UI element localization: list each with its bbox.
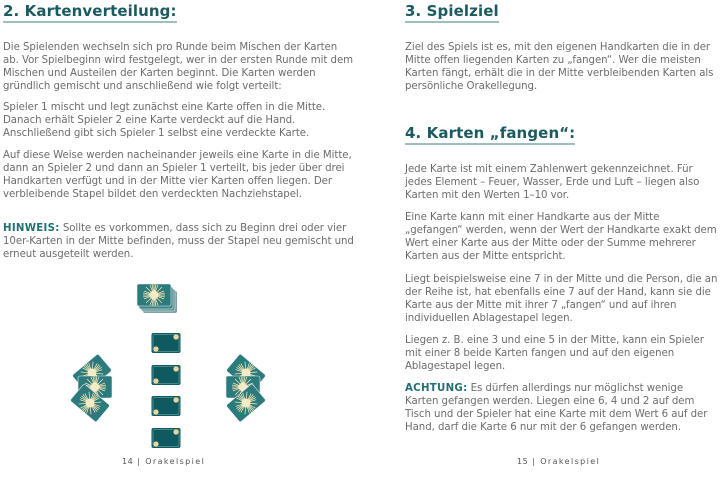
section-heading-karten-fangen: 4. Karten „fangen“:	[405, 125, 575, 145]
note-label: ACHTUNG:	[405, 383, 468, 394]
paragraph: Spieler 1 mischt und legt zunächst eine Karte offen in die Mitte. Danach erhält Spieler 2 eine Karte verdeckt auf die Hand. Anschließend gibt sich Spieler 1 selbst eine verdeckte Karte.	[3, 102, 326, 140]
footer-title: Orakelspiel	[540, 457, 601, 466]
note-text: Es dürfen allerdings nur möglichst wenige Karten gefangen werden. Liegen eine 6, 4 und 2 auf dem Tisch und der Spieler hat eine Karte mit dem Wert 6 auf der Hand, darf die Karte 6 nur mit der 6 gefangen werden.	[405, 383, 708, 434]
note-paragraph	[405, 382, 718, 434]
paragraph: Die Spielenden wechseln sich pro Runde beim Mischen der Karten ab. Vor Spielbeginn wird festgelegt, wer in der ersten Runde mit dem Mischen und Austeilen der Karten beginnt. Die Karten werden gründlich gemischt und anschließend wie folgt verteilt:	[3, 42, 354, 93]
right-page	[360, 0, 720, 495]
note-text: Sollte es vorkommen, dass sich zu Beginn drei oder vier 10er-Karten in der Mitte befinden, muss der Stapel neu gemischt und erneut ausgeteilt werden.	[3, 223, 354, 261]
paragraph: Ziel des Spiels ist es, mit den eigenen Handkarten die in der Mitte offen liegenden Karten zu „fangen“. Wer die meisten Karten fängt, erhält die in der Mitte verbleibenden Karten als persönliche Orakellegung.	[405, 42, 714, 93]
page-footer	[122, 457, 205, 466]
center-card	[152, 428, 181, 448]
paragraph: Jede Karte ist mit einem Zahlenwert gekennzeichnet. Für jedes Element – Feuer, Wasser, Erde und Luft – liegen also Karten mit den Werten 1–10 vor.	[405, 164, 700, 202]
right-hand-cards	[226, 354, 266, 423]
paragraph: Liegt beispielsweise eine 7 in der Mitte und die Person, die an der Reihe ist, hat ebenfalls eine 7 auf der Hand, kann sie die Karte aus der Mitte mit ihrer 7 „fangen“ und auf ihren individuellen Ablagestapel legen.	[405, 274, 718, 325]
footer-separator: |	[137, 457, 142, 466]
center-card	[152, 396, 181, 416]
paragraph: Liegen z. B. eine 3 und eine 5 in der Mitte, kann ein Spieler mit einer 8 beide Karten fangen und auf den eigenen Ablagestapel legen.	[405, 335, 704, 373]
center-card	[152, 365, 181, 385]
left-hand-cards	[70, 354, 112, 423]
paragraph: Eine Karte kann mit einer Handkarte aus der Mitte „gefangen“ werden, wenn der Wert der Handkarte exakt dem Wert einer Karte aus der Mitte oder der Summe mehrerer Karten aus der Mitte entspricht.	[405, 212, 717, 263]
page-number: 14	[122, 457, 134, 466]
page-footer	[517, 457, 600, 466]
paragraph: Auf diese Weise werden nacheinander jeweils eine Karte in die Mitte, dann an Spieler 2 und dann an Spieler 1 verteilt, bis jeder über drei Handkarten verfügt und in der Mitte vier Karten offen liegen. Der verbleibende Stapel bildet den verdeckten Nachziehstapel.	[3, 150, 352, 201]
footer-title: Orakelspiel	[145, 457, 206, 466]
center-card	[152, 333, 181, 353]
note-label: HINWEIS:	[3, 223, 60, 234]
draw-pile-stack	[137, 284, 177, 313]
section-heading-spielziel: 3. Spielziel	[405, 3, 499, 23]
footer-separator: |	[532, 457, 537, 466]
section-heading-kartenverteilung: 2. Kartenverteilung:	[3, 3, 177, 23]
page-number: 15	[517, 457, 529, 466]
